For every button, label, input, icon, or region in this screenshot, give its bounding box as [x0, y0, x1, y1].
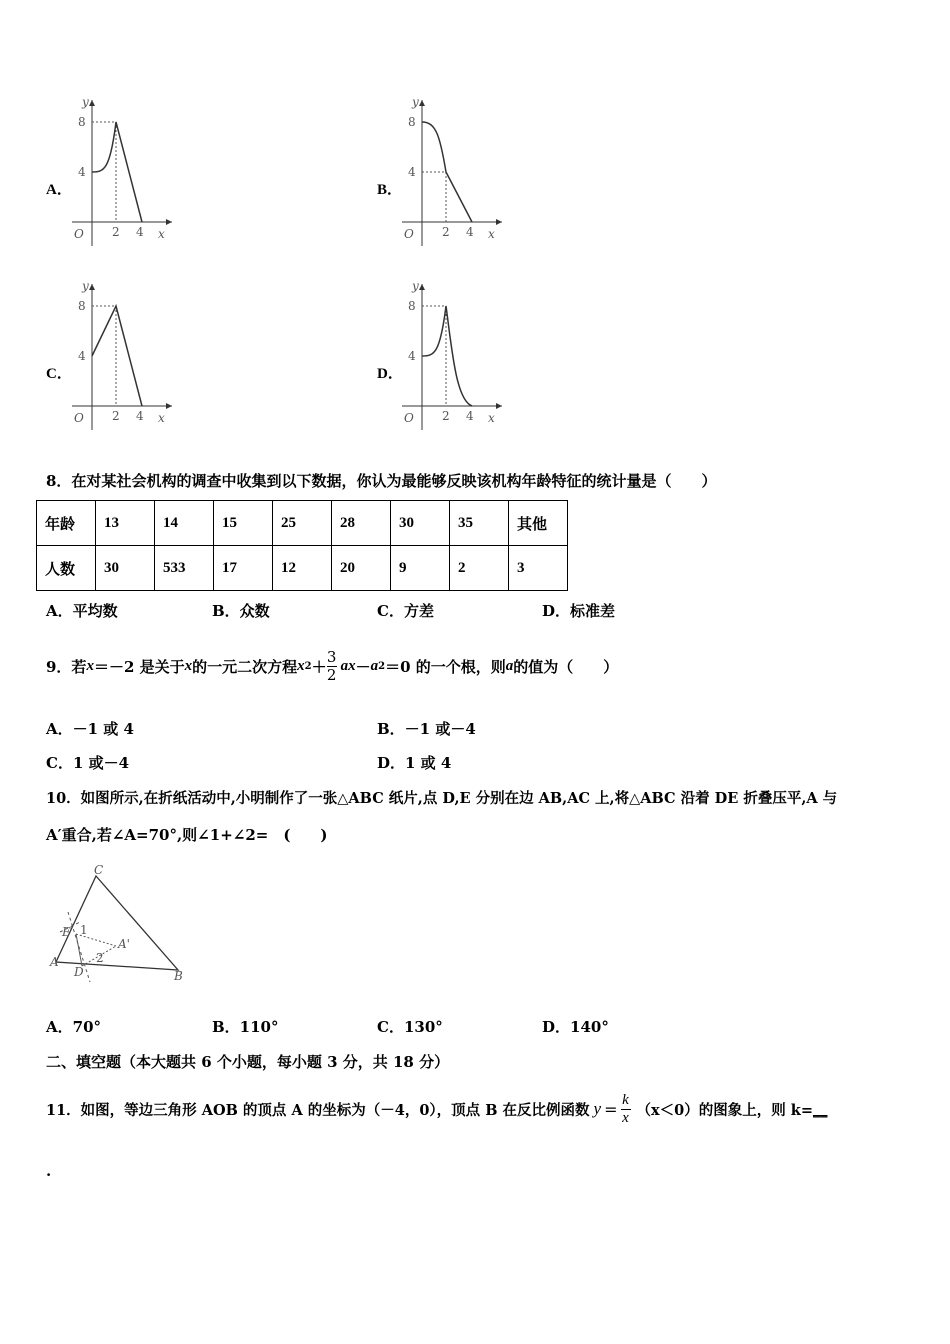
- tick-8: 8: [408, 115, 416, 129]
- table-cell: 533: [155, 546, 214, 591]
- tick-x-4: 4: [466, 409, 474, 423]
- option-b-label: B．: [377, 182, 403, 198]
- graph-option-b: [394, 96, 506, 252]
- table-cell: 35: [450, 501, 509, 546]
- q11-fraction: $\frac{k}{x}$: [622, 1092, 629, 1126]
- option-c-label: C．: [46, 366, 72, 382]
- x-axis-label: x: [158, 411, 165, 425]
- table-row: [37, 501, 568, 546]
- tick-8: 8: [78, 299, 86, 313]
- vertex-C-label: C: [94, 863, 104, 877]
- q9-stem: 9．若 x ＝－2 是关于 x 的一元二次方程 x 2 ＋ $\frac{3}{2}$ ax － a 2 ＝0 的一个根，则 a 的值为（ ）: [46, 648, 619, 684]
- q11-period: .: [46, 1162, 52, 1180]
- q8-option-a: A．平均数: [46, 602, 118, 620]
- vertex-A-prime-label: A': [118, 937, 130, 951]
- y-axis-label: y: [82, 280, 89, 293]
- origin-label: O: [74, 411, 84, 425]
- tick-4: 4: [78, 349, 86, 363]
- table-cell: 17: [214, 546, 273, 591]
- q10-option-a: A．70°: [46, 1018, 102, 1036]
- table-cell: 13: [96, 501, 155, 546]
- vertex-A-label: A: [50, 955, 59, 969]
- x-axis-label: x: [488, 411, 495, 425]
- q9-option-a: A．－1 或 4: [46, 720, 134, 738]
- angle-2-label: 2: [96, 951, 104, 965]
- graph-option-c: [64, 280, 176, 436]
- q9-option-b: B．－1 或－4: [377, 720, 476, 738]
- origin-label: O: [404, 227, 414, 241]
- tick-x-2: 2: [112, 225, 120, 239]
- table-cell: 30: [391, 501, 450, 546]
- table-cell: 15: [214, 501, 273, 546]
- tick-8: 8: [78, 115, 86, 129]
- q11-stem: 11．如图，等边三角形 AOB 的顶点 A 的坐标为（－4，0），顶点 B 在反比例函数 y = $\frac{k}{x}$ （x＜0）的图象上，则 k= __: [46, 1092, 828, 1126]
- q9-option-d: D．1 或 4: [377, 754, 452, 772]
- graph-option-a: [64, 96, 176, 252]
- table-cell: 12: [273, 546, 332, 591]
- angle-1-label: 1: [80, 923, 88, 937]
- tick-x-4: 4: [136, 409, 144, 423]
- tick-x-4: 4: [136, 225, 144, 239]
- tick-8: 8: [408, 299, 416, 313]
- graph-option-d: [394, 280, 506, 436]
- section-heading: 二、填空题（本大题共 6 个小题，每小题 3 分，共 18 分）: [46, 1053, 450, 1071]
- tick-x-2: 2: [442, 409, 450, 423]
- tick-x-2: 2: [112, 409, 120, 423]
- tick-x-4: 4: [466, 225, 474, 239]
- table-cell: 20: [332, 546, 391, 591]
- q10-stem-line1: 10．如图所示,在折纸活动中,小明制作了一张△ABC 纸片,点 D,E 分别在边 AB,AC 上,将△ABC 沿着 DE 折叠压平,A 与: [46, 790, 838, 807]
- y-axis-label: y: [82, 96, 89, 109]
- origin-label: O: [74, 227, 84, 241]
- q10-triangle-figure: [46, 862, 196, 991]
- table-cell: 年龄: [37, 501, 96, 546]
- x-axis-label: x: [488, 227, 495, 241]
- y-axis-label: y: [412, 280, 419, 293]
- table-cell: 25: [273, 501, 332, 546]
- q10-option-d: D．140°: [542, 1018, 609, 1036]
- q8-data-table: [36, 500, 568, 591]
- vertex-B-label: B: [174, 969, 183, 983]
- table-cell: 3: [509, 546, 568, 591]
- q10-stem-line2: A′重合,若∠A=70°,则∠1+∠2= ( ): [46, 826, 328, 844]
- q10-option-b: B．110°: [212, 1018, 279, 1036]
- y-axis-label: y: [412, 96, 419, 109]
- q8-option-b: B．众数: [212, 602, 270, 620]
- q9-option-c: C．1 或－4: [46, 754, 130, 772]
- q9-fraction: $\frac{3}{2}$: [326, 648, 337, 684]
- tick-4: 4: [408, 349, 416, 363]
- table-cell: 其他: [509, 501, 568, 546]
- table-cell: 30: [96, 546, 155, 591]
- tick-x-2: 2: [442, 225, 450, 239]
- q8-option-c: C．方差: [377, 602, 434, 620]
- q8-option-d: D．标准差: [542, 602, 616, 620]
- x-axis-label: x: [158, 227, 165, 241]
- option-d-label: D．: [377, 366, 403, 382]
- option-a-label: A．: [46, 182, 72, 198]
- table-cell: 14: [155, 501, 214, 546]
- q8-stem: 8．在对某社会机构的调查中收集到以下数据，你认为最能够反映该机构年龄特征的统计量是（ ）: [46, 472, 717, 490]
- table-cell: 2: [450, 546, 509, 591]
- q10-option-c: C．130°: [377, 1018, 443, 1036]
- tick-4: 4: [408, 165, 416, 179]
- vertex-D-label: D: [74, 965, 84, 979]
- origin-label: O: [404, 411, 414, 425]
- table-cell: 9: [391, 546, 450, 591]
- table-row: [37, 546, 568, 591]
- table-cell: 人数: [37, 546, 96, 591]
- tick-4: 4: [78, 165, 86, 179]
- table-cell: 28: [332, 501, 391, 546]
- vertex-E-label: E: [62, 925, 71, 939]
